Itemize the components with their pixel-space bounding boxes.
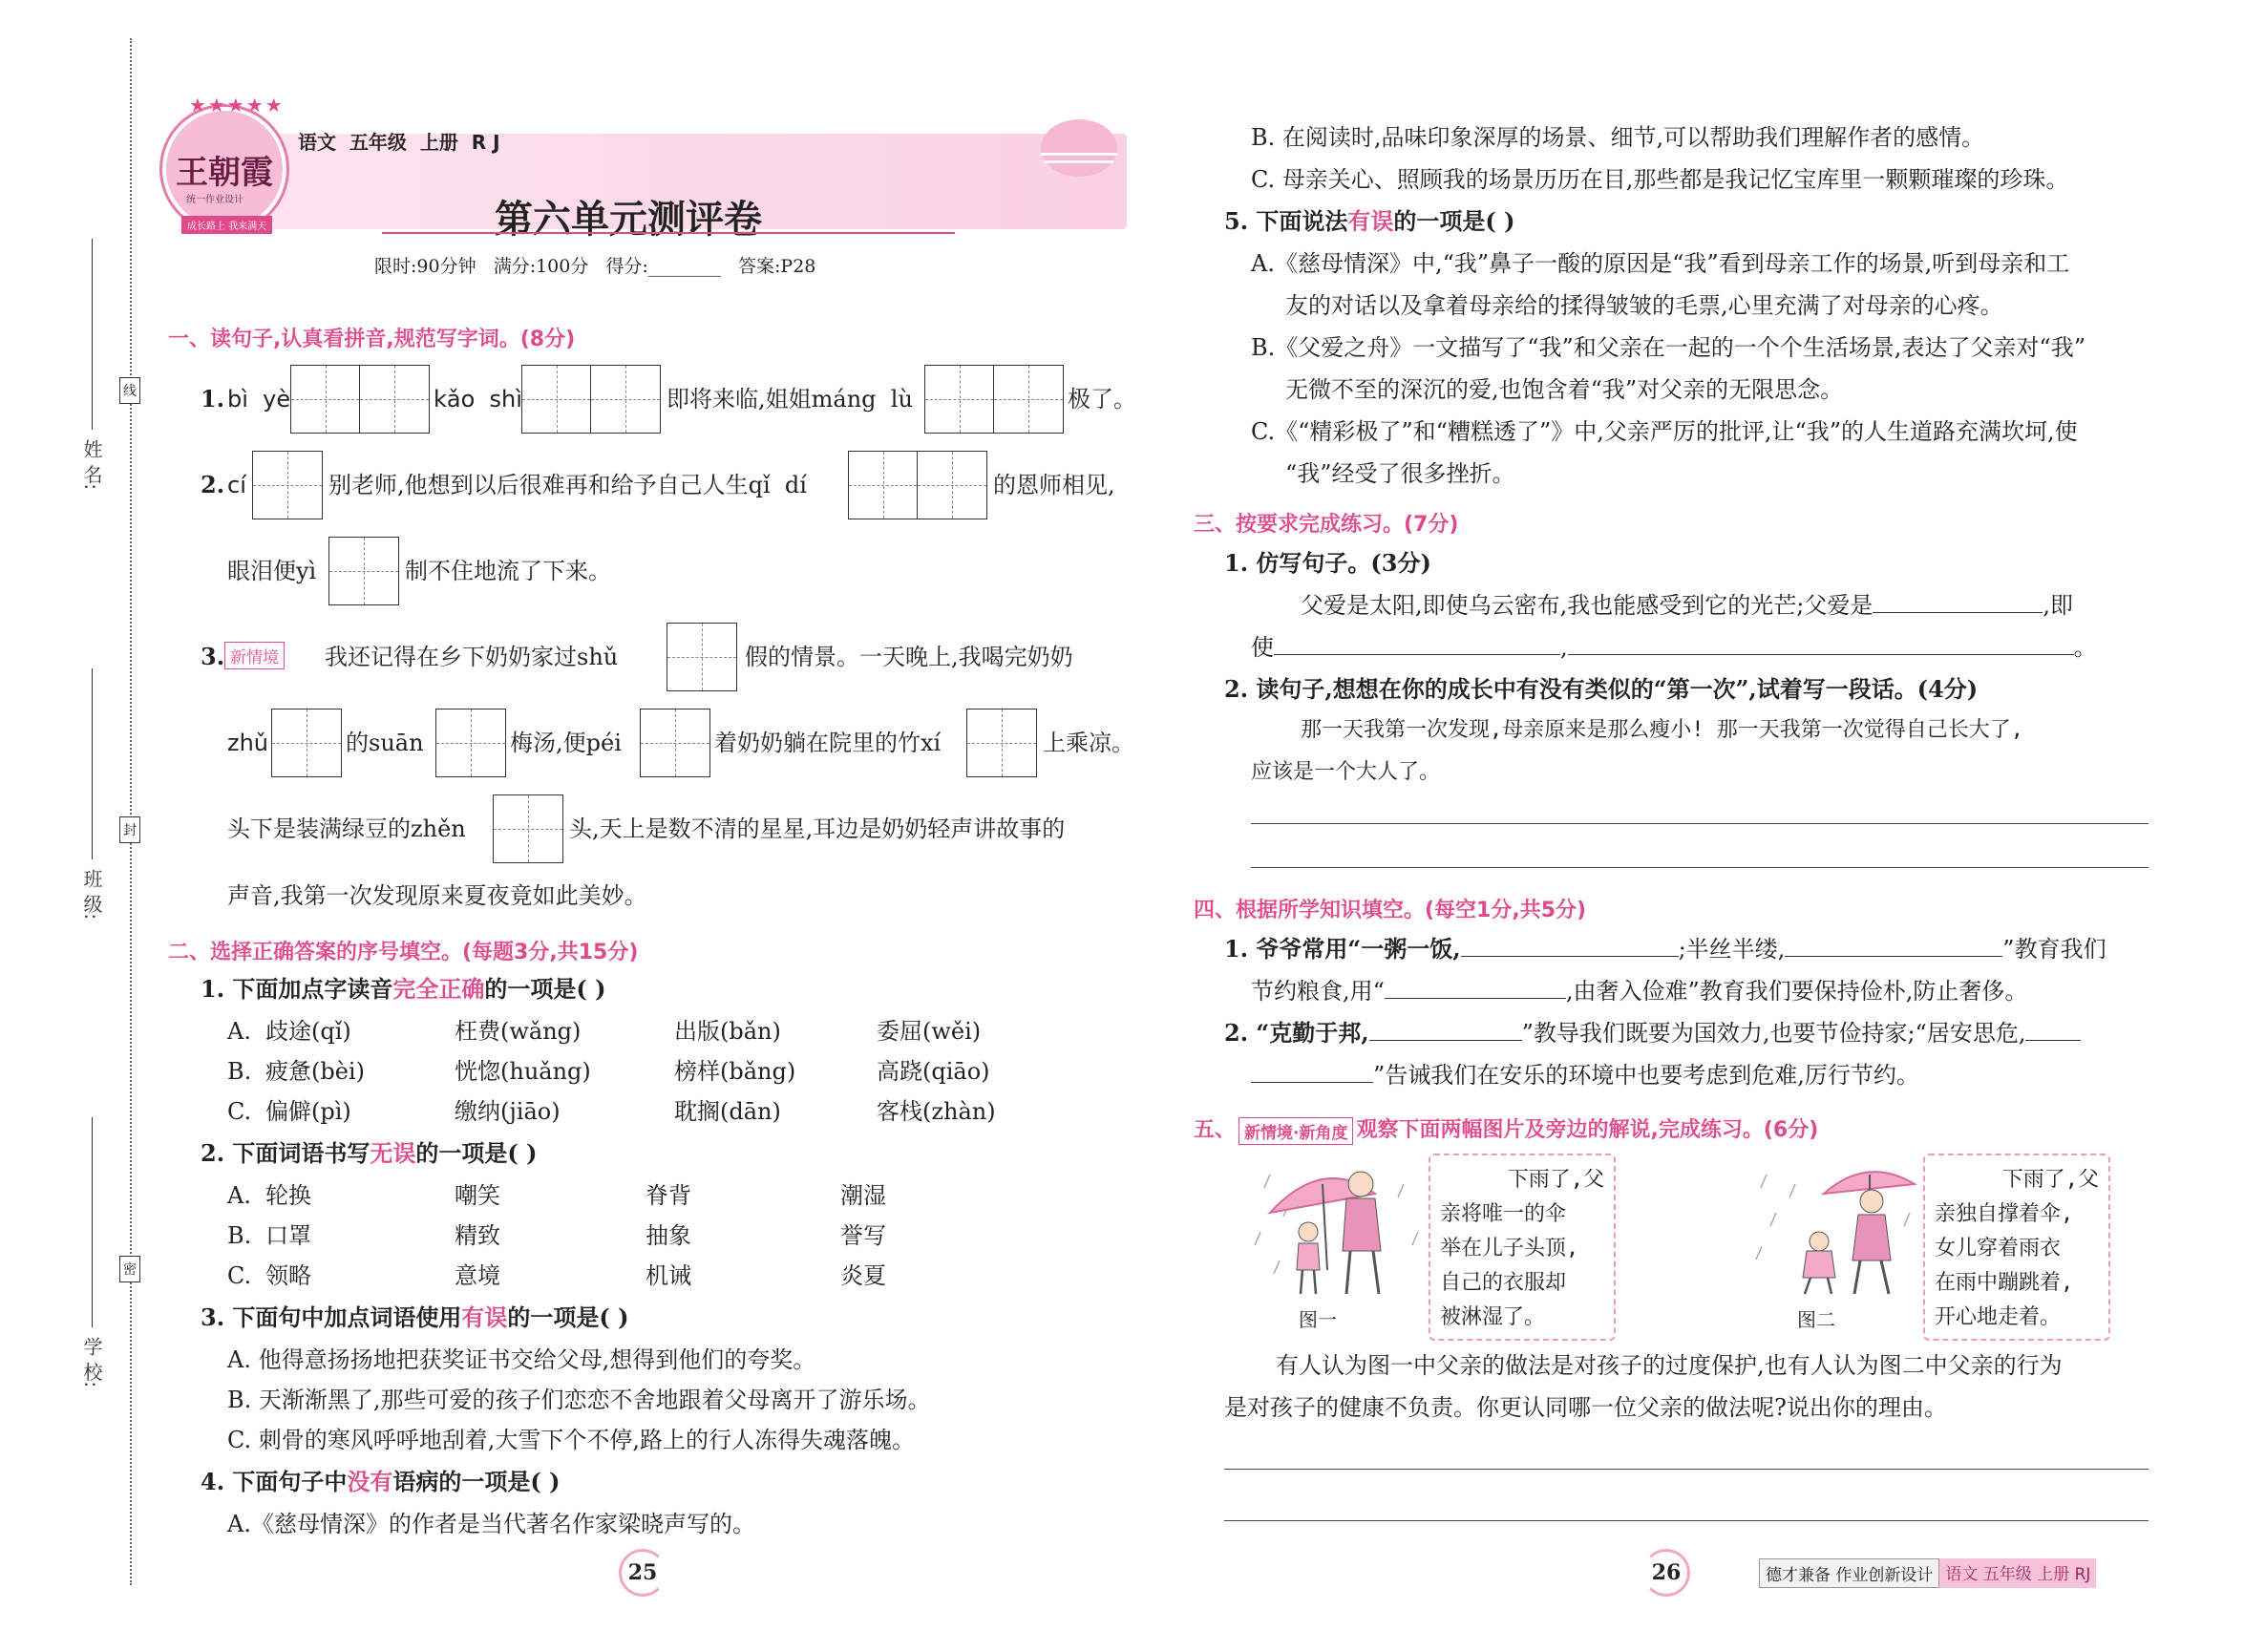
s2-q1-pre: 1. 下面加点字读音 — [201, 975, 393, 1003]
s2-q2-a4: 潮湿 — [840, 1182, 886, 1209]
brand-ribbon: 成长路上 我来满天 — [181, 216, 272, 234]
illustration-father-daughter-rain — [1747, 1155, 1929, 1299]
s5-prompt-2: 是对孩子的健康不负责。你更认同哪一位父亲的做法呢?说出你的理由。 — [1224, 1394, 1947, 1421]
write-grid-q3f[interactable] — [493, 794, 563, 863]
side-seal-line: 线 — [119, 377, 140, 404]
section2-heading: 二、选择正确答案的序号填空。(每题3分,共15分) — [168, 941, 639, 964]
write-grid-q1c[interactable] — [924, 365, 1064, 434]
s2-q1-c3: 耽搁(dān) — [674, 1098, 781, 1125]
s2-q1-b4: 高跷(qiāo) — [877, 1058, 990, 1085]
s4-q1b: ;半丝半缕, — [1678, 936, 1786, 963]
s3-q1-period: 。 — [2073, 634, 2097, 661]
side-school-label: 学 校: — [80, 1337, 103, 1388]
s2-q1-c2: 缴纳(jiāo) — [455, 1098, 561, 1125]
s2-q2-c4: 炎夏 — [840, 1262, 886, 1289]
s2-q2-a-label: A. — [227, 1182, 251, 1209]
s1-q1-num: 1. — [201, 385, 225, 413]
s4-blank5[interactable] — [2025, 1040, 2081, 1041]
page-number-25: 25 — [619, 1549, 667, 1597]
s2-q3-b: B. 天渐渐黑了,那些可爱的孩子们恋恋不舍地跟着父母离开了游乐场。 — [227, 1387, 931, 1413]
s2-q5-c2: “我”经受了很多挫折。 — [1285, 460, 1515, 487]
s2-q2-hl: 无误 — [370, 1139, 416, 1167]
s4-blank6[interactable] — [1251, 1082, 1373, 1083]
s3-q1: 1. 仿写句子。(3分) — [1224, 549, 1431, 577]
s2-q2-a1: 轮换 — [265, 1182, 311, 1209]
s2-q1-b3: 榜样(bǎng) — [674, 1058, 796, 1085]
side-seal-seal: 封 — [119, 816, 140, 843]
s1-q3-text-a: 我还记得在乡下奶奶家过shǔ — [325, 644, 619, 670]
subject-label: 语文 五年级 上册 R J — [298, 131, 500, 154]
s1-q2-num: 2. — [201, 471, 225, 498]
brand-sub: 统一作业设计 — [186, 195, 243, 205]
s2-q1-hl: 完全正确 — [392, 975, 485, 1003]
brand-logo — [162, 107, 286, 231]
s1-q3-text-j: 声音,我第一次发现原来夏夜竟如此美妙。 — [227, 882, 647, 909]
s2-q5-a1: A.《慈母情深》中,“我”鼻子一酸的原因是“我”看到母亲工作的场景,听到母亲和工 — [1251, 250, 2070, 277]
s1-q1-text-c: 即将来临,姐姐máng lù — [667, 386, 913, 413]
write-grid-q3d[interactable] — [640, 709, 710, 777]
s2-q1-row-c: C. — [227, 1098, 252, 1125]
s2-q2-post: 的一项是( ) — [415, 1139, 538, 1167]
write-grid-q1a[interactable] — [290, 365, 430, 434]
write-grid-q2b[interactable] — [848, 451, 987, 519]
s2-q1-b2: 恍惚(huǎng) — [455, 1058, 591, 1085]
s2-q2-b4: 誉写 — [840, 1222, 886, 1249]
s1-q3-num: 3. — [201, 643, 225, 670]
s4-q1d: 节约粮食,用“ — [1251, 978, 1385, 1005]
s2-q2-c-label: C. — [227, 1262, 252, 1289]
s2-q2-b1: 口罩 — [265, 1222, 311, 1249]
s1-q3-text-h: 头下是装满绿豆的zhěn — [227, 815, 466, 842]
s2-q5-post: 的一项是( ) — [1393, 207, 1515, 235]
s4-blank1[interactable] — [1461, 956, 1679, 957]
s2-q4-a: A.《慈母情深》的作者是当代著名作家梁晓声写的。 — [227, 1511, 755, 1537]
figure1-note: 下雨了,父 亲将唯一的伞 举在儿子头顶, 自己的衣服却 被淋湿了。 — [1429, 1154, 1616, 1341]
write-grid-q3b[interactable] — [271, 709, 342, 777]
s2-q2-a2: 嘲笑 — [455, 1182, 500, 1209]
write-grid-q1b[interactable] — [521, 365, 661, 434]
s2-q4-pre: 4. 下面句子中 — [201, 1468, 348, 1495]
s3-q1-comma: , — [1560, 634, 1568, 661]
s2-q5-pre: 5. 下面说法 — [1224, 207, 1348, 235]
s2-q2-pre: 2. 下面词语书写 — [201, 1139, 370, 1167]
s2-q1-a4: 委屈(wěi) — [877, 1018, 982, 1045]
s2-q2-b2: 精致 — [455, 1222, 500, 1249]
s1-q1-text-d: 极了。 — [1068, 386, 1136, 413]
figure1-caption: 图一 — [1299, 1308, 1337, 1331]
s2-q4-hl: 没有 — [347, 1468, 393, 1495]
section5-heading: 观察下面两幅图片及旁边的解说,完成练习。(6分) — [1356, 1118, 1819, 1142]
write-grid-q2c[interactable] — [328, 537, 399, 605]
s3-q2-p1: 那一天我第一次发现,母亲原来是那么瘦小! 那一天我第一次觉得自己长大了, — [1301, 718, 2023, 742]
new-angle-tag: 新情境·新角度 — [1238, 1117, 1353, 1145]
write-grid-q2a[interactable] — [252, 451, 323, 519]
page-title: 第六单元测评卷 — [495, 198, 762, 242]
new-context-tag: 新情境 — [224, 642, 285, 669]
brand-stars: ★★★★★ — [189, 94, 285, 116]
s1-q2-pinyin-a: cí — [227, 472, 246, 498]
s4-q1a: 1. 爷爷常用“一粥一饭, — [1224, 935, 1461, 963]
illustration-father-umbrella-son — [1251, 1155, 1432, 1299]
s2-q2-b-label: B. — [227, 1222, 252, 1249]
s4-q1e: ,由奢入俭难”教育我们要保持俭朴,防止奢侈。 — [1565, 978, 2028, 1005]
figure2-caption: 图二 — [1797, 1308, 1835, 1331]
s2-q3-a: A. 他得意扬扬地把获奖证书交给父母,想得到他们的夸奖。 — [227, 1346, 816, 1373]
s3-q1-line1b: ,即 — [2043, 592, 2073, 619]
s2-q3-c: C. 刺骨的寒风呼呼地刮着,大雪下个不停,路上的行人冻得失魂落魄。 — [227, 1427, 916, 1453]
write-grid-q3c[interactable] — [435, 709, 506, 777]
s4-q2b: ”教导我们既要为国效力,也要节俭持家;“居安思危, — [1521, 1020, 2026, 1047]
s5-prompt-1: 有人认为图一中父亲的做法是对孩子的过度保护,也有人认为图二中父亲的行为 — [1276, 1352, 2063, 1379]
s2-q2-c3: 机诫 — [646, 1262, 691, 1289]
s1-q3-text-i: 头,天上是数不清的星星,耳边是奶奶轻声讲故事的 — [569, 815, 1066, 842]
s1-q1-pinyin-b: kǎo shì — [434, 386, 522, 413]
s2-q1-a2: 枉费(wǎng) — [455, 1018, 582, 1045]
side-seal-close: 密 — [119, 1256, 140, 1282]
s1-q3-text-g: 上乘凉。 — [1043, 730, 1134, 756]
s2-q1-post: 的一项是( ) — [484, 975, 606, 1003]
footer-brand: 德才兼备 作业创新设计 语文 五年级 上册 RJ — [1759, 1558, 2096, 1588]
s1-q3-text-d: 的suān — [346, 730, 424, 756]
s3-q2-p2: 应该是一个大人了。 — [1251, 760, 1441, 784]
side-class-label: 班 级: — [80, 869, 103, 921]
s1-q2-text-c: 的恩师相见, — [993, 472, 1115, 498]
s2-q5-b2: 无微不至的深沉的爱,也饱含着“我”对父亲的无限思念。 — [1285, 376, 1844, 403]
s3-q1-blank3[interactable] — [1568, 654, 2074, 655]
s2-q2-c2: 意境 — [455, 1262, 500, 1289]
s2-q5-a2: 友的对话以及拿着母亲给的揉得皱皱的毛票,心里充满了对母亲的心疼。 — [1285, 292, 2003, 319]
section4-heading: 四、根据所学知识填空。(每空1分,共5分) — [1194, 899, 1587, 922]
answer-line[interactable] — [1251, 823, 2149, 824]
s4-q2c: ”告诫我们在安乐的环境中也要考虑到危难,厉行节约。 — [1373, 1062, 1919, 1089]
figure2-note: 下雨了,父 亲独自撑着伞, 女儿穿着雨衣 在雨中蹦跳着, 开心地走着。 — [1923, 1154, 2110, 1341]
answer-line[interactable] — [1224, 1469, 2149, 1470]
s2-q3-post: 的一项是( ) — [507, 1303, 629, 1331]
s3-q1-line1: 父爱是太阳,即使乌云密布,我也能感受到它的光芒;父爱是 — [1301, 592, 1874, 619]
s1-q1-pinyin-a: bì yè — [227, 386, 291, 413]
s2-q5-c1: C.《“精彩极了”和“糟糕透了”》中,父亲严厉的批评,让“我”的人生道路充满坎坷,使 — [1251, 418, 2078, 445]
s4-q1c: ”教育我们 — [2002, 936, 2106, 963]
s2-q1-row-a: A. — [227, 1018, 251, 1045]
answer-line[interactable] — [1251, 867, 2149, 868]
s2-q5-hl: 有误 — [1347, 207, 1394, 235]
s2-q4-post: 语病的一项是( ) — [392, 1468, 561, 1495]
write-grid-q3a[interactable] — [667, 623, 737, 691]
s2-q2-c1: 领略 — [265, 1262, 311, 1289]
s2-q1-b1: 疲惫(bèi) — [265, 1058, 365, 1085]
s1-q3-text-e: 梅汤,便péi — [510, 730, 622, 756]
s1-q3-text-f: 着奶奶躺在院里的竹xí — [714, 730, 942, 756]
sun-decoration — [1031, 100, 1127, 186]
s2-q2-b3: 抽象 — [646, 1222, 691, 1249]
side-name-label: 姓 名: — [80, 439, 103, 491]
s2-q1-a1: 歧途(qǐ) — [265, 1018, 351, 1045]
s2-q1-a3: 出版(bǎn) — [674, 1018, 781, 1045]
s4-blank2[interactable] — [1785, 956, 2002, 957]
s2-q1-c1: 偏僻(pì) — [265, 1098, 351, 1125]
s4-q2a: 2. “克勤于邦, — [1224, 1019, 1369, 1047]
section1-heading: 一、读句子,认真看拼音,规范写字词。(8分) — [168, 328, 576, 351]
section3-heading: 三、按要求完成练习。(7分) — [1194, 513, 1459, 537]
write-grid-q3e[interactable] — [966, 709, 1037, 777]
s2-q3-hl: 有误 — [461, 1303, 508, 1331]
s1-q3-text-c: zhǔ — [227, 730, 269, 756]
s2-q5-b1: B.《父爱之舟》一文描写了“我”和父亲在一起的一个个生活场景,表达了父亲对“我” — [1251, 334, 2085, 361]
s2-q1-c4: 客栈(zhàn) — [877, 1098, 996, 1125]
section5-prefix: 五、 — [1194, 1118, 1237, 1142]
s2-q4-c: C. 母亲关心、照顾我的场景历历在目,那些都是我记忆宝库里一颗颗璀璨的珍珠。 — [1251, 166, 2069, 193]
s1-q2-text-e: 制不住地流了下来。 — [405, 558, 611, 584]
s4-blank3[interactable] — [1385, 998, 1566, 999]
page-number-26: 26 — [1642, 1549, 1690, 1597]
exam-info: 限时:90分钟 满分:100分 得分:________ 答案:P28 — [374, 256, 816, 277]
brand-logo-text: 王朝霞 — [176, 153, 273, 192]
s3-q1-line2: 使 — [1251, 634, 1274, 661]
s1-q3-text-b: 假的情景。一天晚上,我喝完奶奶 — [745, 644, 1073, 670]
s3-q2: 2. 读句子,想想在你的成长中有没有类似的“第一次”,试着写一段话。(4分) — [1224, 675, 1979, 703]
s2-q4-b: B. 在阅读时,品味印象深厚的场景、细节,可以帮助我们理解作者的感情。 — [1251, 124, 1985, 151]
s2-q1-row-b: B. — [227, 1058, 252, 1085]
s3-q1-blank1[interactable] — [1873, 612, 2043, 613]
answer-line[interactable] — [1224, 1520, 2149, 1521]
s2-q3-pre: 3. 下面句中加点词语使用 — [201, 1303, 462, 1331]
s1-q2-text-d: 眼泪便yì — [227, 558, 317, 584]
s2-q2-a3: 脊背 — [646, 1182, 691, 1209]
s4-blank4[interactable] — [1369, 1040, 1522, 1041]
s3-q1-blank2[interactable] — [1274, 654, 1560, 655]
s1-q2-text-b: 别老师,他想到以后很难再和给予自己人生qǐ dí — [328, 472, 807, 498]
